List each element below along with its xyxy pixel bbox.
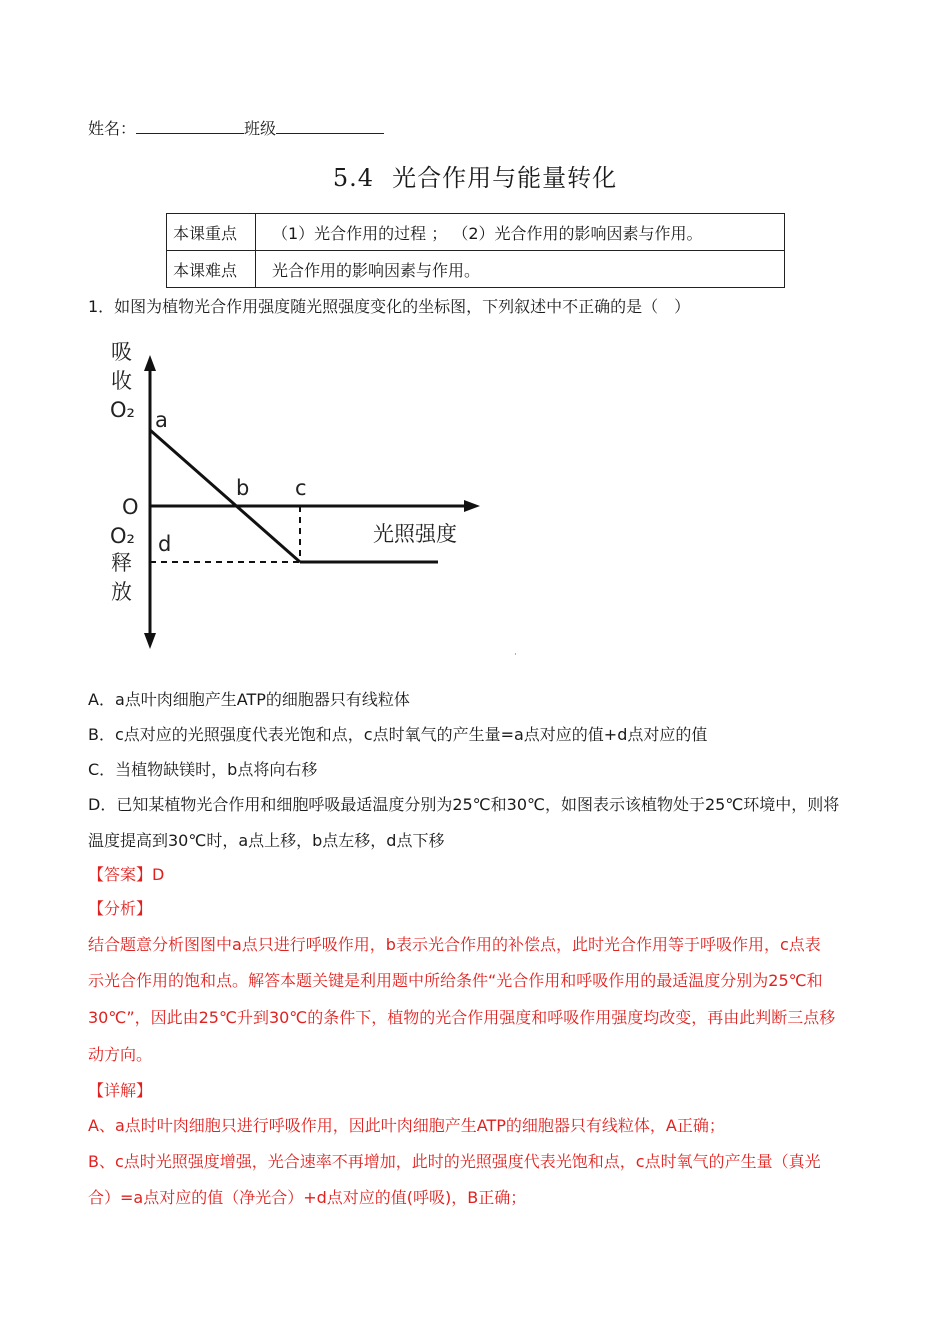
page-title — [0, 158, 950, 193]
answer-line: 【答案】D — [88, 865, 165, 884]
point-b-label: b — [236, 476, 250, 500]
section-title: 光合作用与能量转化 — [392, 164, 618, 192]
question-stem: 1．如图为植物光合作用强度随光照强度变化的坐标图，下列叙述中不正确的是（ ） — [88, 297, 691, 316]
y-axis-arrow-up — [144, 355, 156, 371]
class-blank[interactable] — [276, 119, 384, 134]
name-label: 姓名： — [88, 119, 137, 138]
y-label-top-3: O₂ — [110, 398, 135, 422]
curve-descending — [150, 430, 300, 562]
table-cell-value: （1）光合作用的过程 ； （2）光合作用的影响因素与作用。 — [256, 214, 785, 251]
x-axis-arrow — [464, 500, 480, 512]
y-label-bottom-2: 释 — [111, 551, 132, 575]
table-cell-label: 本课重点 — [167, 214, 256, 251]
detail-line-1: A、a点时叶肉细胞只进行呼吸作用，因此叶肉细胞产生ATP的细胞器只有线粒体，A正确； — [88, 1116, 725, 1135]
analysis-line-4: 动方向。 — [88, 1045, 153, 1064]
option-a: A．a点叶肉细胞产生ATP的细胞器只有线粒体 — [88, 690, 410, 709]
origin-label: O — [122, 495, 139, 519]
point-a-label: a — [155, 408, 168, 432]
light-intensity-figure — [100, 335, 500, 655]
y-label-top-2: 收 — [111, 369, 132, 393]
decorative-dot: · — [514, 650, 517, 660]
section-number: 5.4 — [332, 164, 375, 192]
option-b: B．c点对应的光照强度代表光饱和点，c点时氧气的产生量=a点对应的值+d点对应的值 — [88, 725, 708, 744]
lesson-key-points-table — [166, 213, 785, 288]
detail-label: 【详解】 — [88, 1081, 153, 1100]
y-label-bottom-1: O₂ — [110, 524, 135, 548]
name-class-row — [88, 116, 384, 139]
analysis-label: 【分析】 — [88, 899, 153, 918]
table-row — [167, 214, 785, 251]
y-label-top-1: 吸 — [111, 340, 132, 364]
analysis-line-1: 结合题意分析图图中a点只进行呼吸作用，b表示光合作用的补偿点，此时光合作用等于呼吸作用，c点表 — [88, 935, 821, 954]
detail-line-2: B、c点时光照强度增强，光合速率不再增加，此时的光照强度代表光饱和点，c点时氧气的产生量（真光 — [88, 1152, 821, 1171]
table-cell-label: 本课难点 — [167, 251, 256, 288]
option-d-line-2: 温度提高到30℃时，a点上移，b点左移，d点下移 — [88, 831, 445, 850]
table-cell-value: 光合作用的影响因素与作用。 — [256, 251, 785, 288]
analysis-line-2: 示光合作用的饱和点。解答本题关键是利用题中所给条件“光合作用和呼吸作用的最适温度分别为25℃和 — [88, 971, 823, 990]
point-c-label: c — [295, 476, 307, 500]
point-d-label: d — [158, 532, 172, 556]
y-label-bottom-3: 放 — [111, 580, 132, 604]
table-row — [167, 251, 785, 288]
name-blank[interactable] — [136, 119, 244, 134]
class-label: 班级 — [244, 119, 277, 138]
option-d-line-1: D．已知某植物光合作用和细胞呼吸最适温度分别为25℃和30℃，如图表示该植物处于25℃环境中，则将 — [88, 795, 840, 814]
option-c: C．当植物缺镁时，b点将向右移 — [88, 760, 318, 779]
y-axis-arrow-down — [144, 633, 156, 649]
analysis-line-3: 30℃”，因此由25℃升到30℃的条件下，植物的光合作用强度和呼吸作用强度均改变，再由此判断三点移 — [88, 1008, 836, 1027]
x-axis-label: 光照强度 — [373, 522, 457, 546]
detail-line-3: 合）=a点对应的值（净光合）+d点对应的值(呼吸)，B正确； — [88, 1188, 527, 1207]
